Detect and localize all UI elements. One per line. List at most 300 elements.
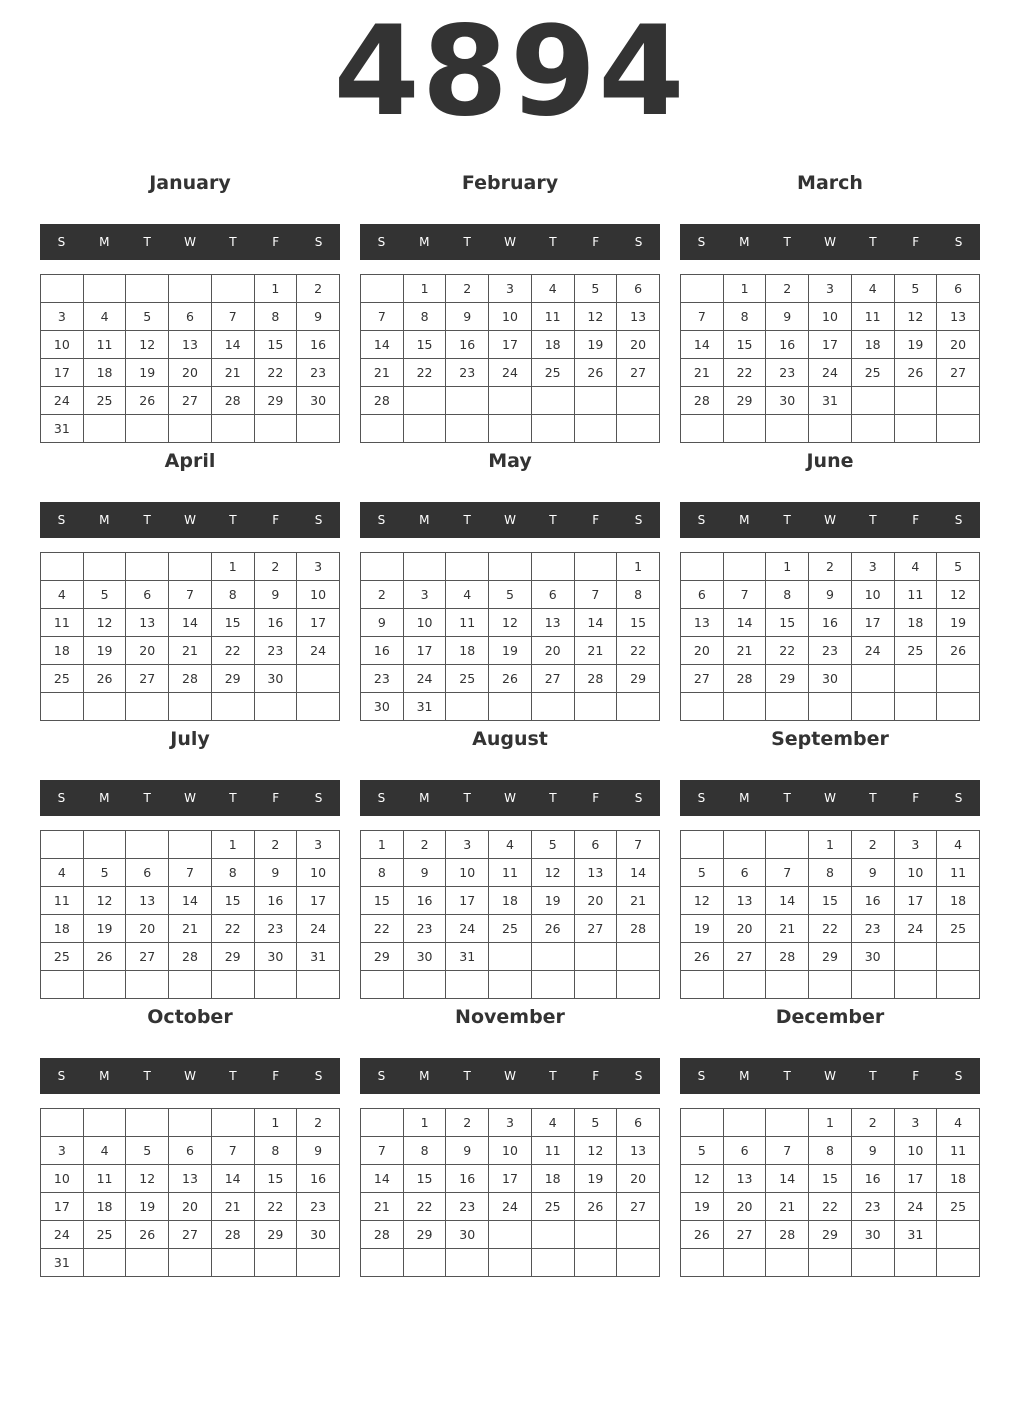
- day-cell: [681, 1249, 724, 1277]
- day-cell: 5: [83, 581, 126, 609]
- day-cell: 24: [41, 1221, 84, 1249]
- day-cell: 7: [361, 303, 404, 331]
- day-cell: [766, 1109, 809, 1137]
- day-cell: 8: [211, 859, 254, 887]
- day-cell: 17: [297, 609, 340, 637]
- week-row: [681, 1193, 980, 1221]
- weekday-label: S: [314, 1069, 323, 1083]
- weekday-label: F: [592, 1069, 600, 1083]
- day-cell: 10: [446, 859, 489, 887]
- day-cell: 1: [211, 831, 254, 859]
- day-cell: 30: [446, 1221, 489, 1249]
- day-cell: 28: [361, 1221, 404, 1249]
- day-cell: 12: [574, 1137, 617, 1165]
- day-cell: 26: [126, 1221, 169, 1249]
- week-row: [361, 693, 660, 721]
- day-cell: 29: [809, 943, 852, 971]
- day-cell: [169, 415, 212, 443]
- day-cell: 22: [254, 1193, 297, 1221]
- weekday-label: S: [377, 235, 386, 249]
- day-cell: 14: [211, 331, 254, 359]
- month-name: September: [771, 728, 889, 750]
- day-cell: 3: [41, 1137, 84, 1165]
- weekday-header: [40, 1058, 340, 1094]
- weekday-label: T: [783, 1069, 791, 1083]
- day-cell: 17: [41, 359, 84, 387]
- day-cell: 30: [851, 943, 894, 971]
- day-cell: 5: [894, 275, 937, 303]
- day-cell: 22: [403, 359, 446, 387]
- day-cell: 27: [723, 1221, 766, 1249]
- day-cell: 14: [361, 331, 404, 359]
- day-cell: 23: [446, 1193, 489, 1221]
- day-cell: 24: [489, 1193, 532, 1221]
- day-cell: [403, 415, 446, 443]
- day-cell: 23: [809, 637, 852, 665]
- day-cell: 20: [681, 637, 724, 665]
- day-cell: 10: [41, 1165, 84, 1193]
- day-cell: 28: [617, 915, 660, 943]
- weekday-label: T: [869, 791, 877, 805]
- weekday-label: T: [143, 791, 151, 805]
- week-row: [361, 275, 660, 303]
- week-row: [361, 971, 660, 999]
- weekday-header: [680, 1058, 980, 1094]
- day-cell: [489, 1249, 532, 1277]
- day-cell: [126, 415, 169, 443]
- weekday-label: S: [377, 513, 386, 527]
- weekday-label: F: [912, 513, 920, 527]
- weekday-label: S: [634, 1069, 643, 1083]
- week-row: [361, 1249, 660, 1277]
- day-cell: 3: [894, 1109, 937, 1137]
- day-cell: 19: [681, 1193, 724, 1221]
- day-cell: 18: [851, 331, 894, 359]
- week-row: [681, 1165, 980, 1193]
- day-cell: [894, 1249, 937, 1277]
- weekday-label: S: [57, 513, 66, 527]
- week-row: [41, 693, 340, 721]
- day-cell: [169, 553, 212, 581]
- day-cell: [211, 1249, 254, 1277]
- day-cell: 11: [851, 303, 894, 331]
- day-cell: [41, 971, 84, 999]
- day-cell: 2: [254, 831, 297, 859]
- weekday-label: T: [869, 1069, 877, 1083]
- day-cell: 16: [361, 637, 404, 665]
- week-row: [41, 331, 340, 359]
- day-cell: 8: [254, 303, 297, 331]
- day-cell: 30: [254, 665, 297, 693]
- day-cell: [766, 831, 809, 859]
- day-cell: [531, 1221, 574, 1249]
- day-cell: [211, 275, 254, 303]
- day-cell: [531, 387, 574, 415]
- day-cell: [851, 387, 894, 415]
- day-cell: 1: [723, 275, 766, 303]
- weekday-label: S: [634, 791, 643, 805]
- day-cell: [126, 971, 169, 999]
- week-row: [681, 581, 980, 609]
- day-cell: [41, 553, 84, 581]
- day-cell: 3: [851, 553, 894, 581]
- day-cell: 25: [41, 665, 84, 693]
- day-cell: 22: [617, 637, 660, 665]
- weekday-header: [360, 780, 660, 816]
- day-cell: [617, 1221, 660, 1249]
- day-cell: 6: [937, 275, 980, 303]
- day-cell: 24: [403, 665, 446, 693]
- day-cell: 27: [531, 665, 574, 693]
- week-row: [41, 1221, 340, 1249]
- week-row: [681, 693, 980, 721]
- day-cell: 4: [83, 303, 126, 331]
- day-cell: 26: [126, 387, 169, 415]
- weekday-label: T: [229, 791, 237, 805]
- day-cell: [574, 387, 617, 415]
- day-cell: [169, 1109, 212, 1137]
- day-cell: [297, 971, 340, 999]
- day-cell: 17: [489, 331, 532, 359]
- day-cell: 12: [126, 331, 169, 359]
- day-cell: 12: [574, 303, 617, 331]
- day-cell: 16: [403, 887, 446, 915]
- weekday-label: T: [783, 791, 791, 805]
- weekday-label: S: [634, 513, 643, 527]
- day-cell: [361, 1249, 404, 1277]
- week-row: [41, 665, 340, 693]
- week-row: [681, 331, 980, 359]
- day-cell: 7: [617, 831, 660, 859]
- day-grid: [680, 552, 980, 721]
- day-cell: 27: [681, 665, 724, 693]
- day-cell: 4: [531, 275, 574, 303]
- week-row: [41, 1249, 340, 1277]
- day-cell: [297, 1249, 340, 1277]
- day-cell: 28: [766, 943, 809, 971]
- weekday-label: W: [504, 791, 516, 805]
- day-cell: 14: [574, 609, 617, 637]
- day-cell: 28: [169, 665, 212, 693]
- month-name: March: [797, 172, 863, 194]
- day-cell: 14: [169, 609, 212, 637]
- day-cell: [446, 1249, 489, 1277]
- day-cell: 23: [297, 1193, 340, 1221]
- week-row: [361, 331, 660, 359]
- day-cell: 11: [531, 303, 574, 331]
- day-cell: 1: [254, 275, 297, 303]
- day-cell: 14: [766, 887, 809, 915]
- day-cell: [766, 1249, 809, 1277]
- day-cell: 13: [531, 609, 574, 637]
- day-cell: 15: [723, 331, 766, 359]
- weekday-header: [360, 502, 660, 538]
- day-cell: [126, 1109, 169, 1137]
- day-cell: 12: [531, 859, 574, 887]
- day-cell: 6: [723, 1137, 766, 1165]
- day-cell: 10: [297, 581, 340, 609]
- day-cell: 16: [446, 331, 489, 359]
- day-cell: 21: [617, 887, 660, 915]
- day-cell: 22: [723, 359, 766, 387]
- day-cell: 29: [766, 665, 809, 693]
- day-cell: [41, 693, 84, 721]
- day-grid: [680, 274, 980, 443]
- day-cell: 29: [617, 665, 660, 693]
- week-row: [41, 887, 340, 915]
- week-row: [681, 303, 980, 331]
- week-row: [41, 1193, 340, 1221]
- day-cell: 7: [574, 581, 617, 609]
- weekday-label: T: [549, 513, 557, 527]
- day-cell: 13: [937, 303, 980, 331]
- day-cell: 5: [126, 1137, 169, 1165]
- weekday-label: S: [697, 1069, 706, 1083]
- day-cell: 9: [851, 1137, 894, 1165]
- day-cell: 2: [297, 1109, 340, 1137]
- day-cell: 2: [403, 831, 446, 859]
- day-cell: 15: [403, 331, 446, 359]
- day-cell: 3: [297, 553, 340, 581]
- day-cell: 24: [297, 637, 340, 665]
- day-cell: 28: [211, 387, 254, 415]
- month-name: December: [775, 1006, 885, 1028]
- day-cell: 8: [723, 303, 766, 331]
- day-cell: 11: [41, 887, 84, 915]
- day-cell: 12: [489, 609, 532, 637]
- day-cell: 30: [254, 943, 297, 971]
- day-cell: 19: [574, 331, 617, 359]
- day-cell: [531, 1249, 574, 1277]
- day-cell: 3: [446, 831, 489, 859]
- weekday-label: T: [143, 513, 151, 527]
- day-cell: 2: [361, 581, 404, 609]
- weekday-label: T: [143, 1069, 151, 1083]
- weekday-label: M: [739, 513, 750, 527]
- day-cell: 13: [169, 1165, 212, 1193]
- day-cell: 10: [489, 303, 532, 331]
- week-row: [361, 915, 660, 943]
- day-cell: [574, 943, 617, 971]
- week-row: [361, 1221, 660, 1249]
- day-cell: 26: [83, 665, 126, 693]
- day-cell: 24: [894, 1193, 937, 1221]
- day-cell: 4: [489, 831, 532, 859]
- day-cell: [723, 693, 766, 721]
- week-row: [41, 1109, 340, 1137]
- weekday-label: W: [504, 235, 516, 249]
- day-cell: 30: [361, 693, 404, 721]
- day-cell: 7: [766, 1137, 809, 1165]
- day-cell: 26: [937, 637, 980, 665]
- weekday-label: S: [697, 513, 706, 527]
- day-cell: 15: [254, 1165, 297, 1193]
- day-cell: 17: [894, 1165, 937, 1193]
- day-cell: 19: [83, 637, 126, 665]
- weekday-label: T: [783, 235, 791, 249]
- day-cell: 11: [83, 1165, 126, 1193]
- day-cell: [126, 275, 169, 303]
- day-cell: 30: [297, 1221, 340, 1249]
- day-cell: 12: [681, 1165, 724, 1193]
- day-cell: 13: [169, 331, 212, 359]
- day-cell: 29: [211, 665, 254, 693]
- day-cell: [403, 553, 446, 581]
- day-cell: 2: [851, 1109, 894, 1137]
- day-cell: [574, 1221, 617, 1249]
- weekday-header: [360, 1058, 660, 1094]
- day-cell: 27: [723, 943, 766, 971]
- day-cell: 9: [809, 581, 852, 609]
- day-cell: 29: [809, 1221, 852, 1249]
- weekday-label: W: [504, 513, 516, 527]
- day-cell: 17: [809, 331, 852, 359]
- week-row: [41, 359, 340, 387]
- day-cell: 13: [723, 887, 766, 915]
- day-cell: 19: [894, 331, 937, 359]
- day-cell: [937, 665, 980, 693]
- week-row: [41, 303, 340, 331]
- day-cell: 16: [851, 1165, 894, 1193]
- weekday-label: F: [272, 235, 280, 249]
- day-cell: 8: [809, 859, 852, 887]
- day-cell: 5: [83, 859, 126, 887]
- day-cell: 18: [446, 637, 489, 665]
- day-cell: 22: [211, 915, 254, 943]
- day-cell: 19: [531, 887, 574, 915]
- day-cell: 14: [361, 1165, 404, 1193]
- day-cell: 11: [894, 581, 937, 609]
- day-cell: 9: [297, 303, 340, 331]
- day-cell: 26: [489, 665, 532, 693]
- day-cell: [723, 553, 766, 581]
- day-cell: [894, 971, 937, 999]
- day-cell: [809, 693, 852, 721]
- day-cell: 6: [681, 581, 724, 609]
- day-cell: 16: [297, 1165, 340, 1193]
- weekday-label: S: [314, 513, 323, 527]
- day-grid: [360, 552, 660, 721]
- week-row: [681, 665, 980, 693]
- day-cell: 26: [574, 359, 617, 387]
- weekday-label: S: [954, 513, 963, 527]
- day-cell: [489, 1221, 532, 1249]
- day-cell: 1: [361, 831, 404, 859]
- day-cell: 7: [211, 1137, 254, 1165]
- day-cell: 17: [489, 1165, 532, 1193]
- week-row: [41, 915, 340, 943]
- day-cell: 24: [851, 637, 894, 665]
- day-cell: 1: [254, 1109, 297, 1137]
- day-cell: 13: [681, 609, 724, 637]
- day-cell: [723, 831, 766, 859]
- day-cell: [254, 1249, 297, 1277]
- day-cell: 8: [617, 581, 660, 609]
- day-cell: 25: [41, 943, 84, 971]
- day-cell: [254, 971, 297, 999]
- week-row: [361, 1193, 660, 1221]
- day-cell: 4: [851, 275, 894, 303]
- day-cell: 8: [361, 859, 404, 887]
- day-cell: 7: [681, 303, 724, 331]
- weekday-label: S: [634, 235, 643, 249]
- day-cell: 8: [809, 1137, 852, 1165]
- day-cell: 4: [937, 831, 980, 859]
- weekday-label: S: [377, 1069, 386, 1083]
- week-row: [681, 553, 980, 581]
- day-cell: [894, 387, 937, 415]
- day-cell: 12: [126, 1165, 169, 1193]
- day-cell: 26: [681, 1221, 724, 1249]
- day-cell: 10: [809, 303, 852, 331]
- day-cell: [403, 1249, 446, 1277]
- day-cell: 10: [489, 1137, 532, 1165]
- day-cell: 21: [766, 1193, 809, 1221]
- week-row: [681, 1249, 980, 1277]
- day-cell: 2: [446, 275, 489, 303]
- day-cell: [489, 943, 532, 971]
- weekday-label: T: [463, 1069, 471, 1083]
- day-cell: 27: [126, 943, 169, 971]
- day-cell: 5: [681, 1137, 724, 1165]
- day-cell: 5: [937, 553, 980, 581]
- day-cell: 31: [403, 693, 446, 721]
- day-cell: [211, 971, 254, 999]
- weekday-label: M: [739, 791, 750, 805]
- day-cell: 14: [211, 1165, 254, 1193]
- month-name: October: [147, 1006, 233, 1028]
- day-cell: 14: [723, 609, 766, 637]
- day-cell: [617, 971, 660, 999]
- day-grid: [680, 830, 980, 999]
- weekday-label: T: [549, 791, 557, 805]
- day-cell: 9: [254, 581, 297, 609]
- day-cell: 29: [254, 1221, 297, 1249]
- week-row: [681, 609, 980, 637]
- day-cell: 18: [531, 1165, 574, 1193]
- day-cell: 15: [211, 609, 254, 637]
- day-cell: [809, 415, 852, 443]
- day-cell: 19: [83, 915, 126, 943]
- day-cell: 26: [894, 359, 937, 387]
- weekday-label: M: [99, 513, 110, 527]
- day-cell: 21: [211, 359, 254, 387]
- week-row: [41, 943, 340, 971]
- day-cell: 26: [574, 1193, 617, 1221]
- day-cell: [126, 831, 169, 859]
- weekday-label: S: [57, 235, 66, 249]
- day-cell: 22: [211, 637, 254, 665]
- weekday-label: S: [57, 791, 66, 805]
- day-cell: 1: [403, 1109, 446, 1137]
- day-cell: 10: [851, 581, 894, 609]
- weekday-header: [360, 224, 660, 260]
- month-name: July: [170, 728, 210, 750]
- day-cell: [681, 553, 724, 581]
- week-row: [361, 1137, 660, 1165]
- day-cell: 6: [531, 581, 574, 609]
- day-cell: 19: [126, 359, 169, 387]
- week-row: [681, 1221, 980, 1249]
- day-cell: 16: [446, 1165, 489, 1193]
- weekday-label: T: [783, 513, 791, 527]
- day-cell: [361, 275, 404, 303]
- day-cell: 18: [489, 887, 532, 915]
- day-cell: 8: [766, 581, 809, 609]
- day-cell: [681, 971, 724, 999]
- day-cell: 11: [41, 609, 84, 637]
- day-cell: 17: [297, 887, 340, 915]
